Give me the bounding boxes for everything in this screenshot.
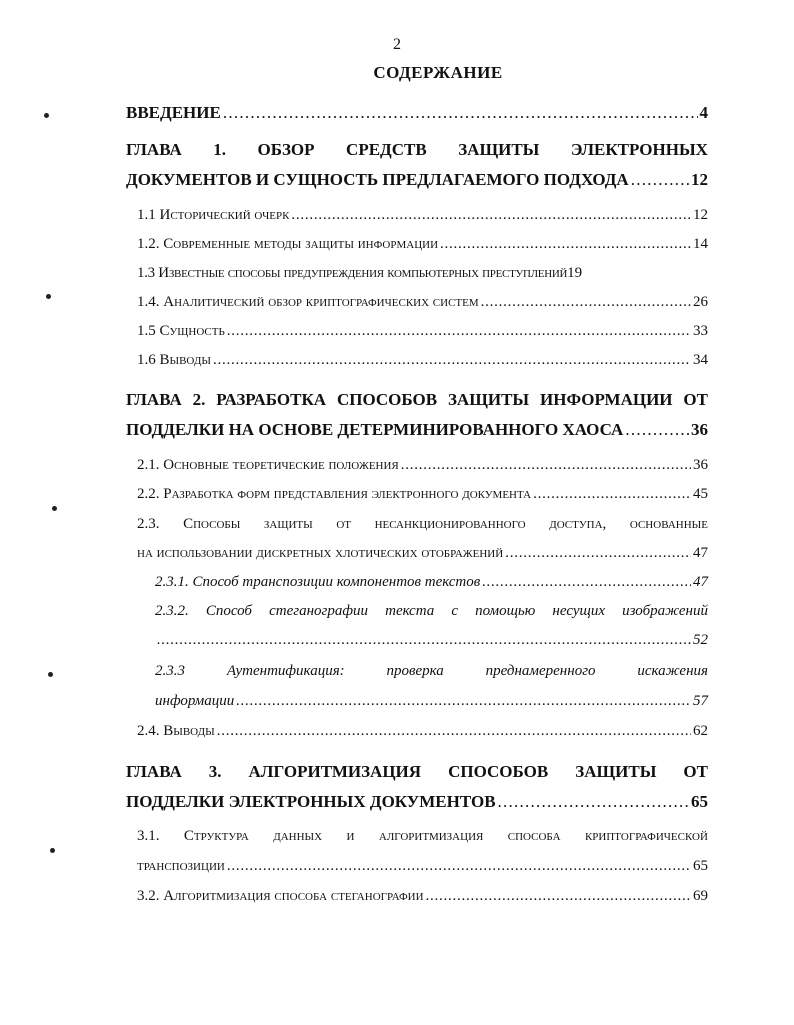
entry-label: информации [155,693,235,709]
word: 2.3.3 [155,663,185,679]
margin-mark [50,848,55,853]
toc-entry-1-6[interactable] [137,352,708,369]
entry-label: 2.4. Выводы [137,723,215,739]
entry-page: 57 [693,693,708,709]
chapter2-heading-line1[interactable] [126,390,708,410]
word: преднамеренного [485,663,596,679]
word: 1. [213,140,226,159]
toc-entry-3-1-line1[interactable] [137,828,708,845]
word: алгоритмизация [378,828,484,844]
toc-entry-2-1[interactable] [137,457,708,474]
word: ОТ [683,762,708,781]
page-number: 2 [393,36,401,53]
toc-entry-intro[interactable] [126,103,708,123]
entry-label: 3.2. Алгоритмизация способа стеганографии [137,888,424,904]
word: криптографической [584,828,708,844]
entry-page: 52 [693,632,708,648]
word: способа [507,828,561,844]
entry-page: 47 [693,545,708,561]
toc-entry-1-2[interactable] [137,236,708,253]
word: ЗАЩИТЫ [575,762,657,781]
toc-entry-3-1-line2[interactable] [137,858,708,875]
word: 2. [192,390,206,409]
word: 2.3.2. [155,603,189,619]
toc-entry-2-2[interactable] [137,486,708,503]
word: 3.1. [137,828,160,844]
word: 2.3. [137,516,160,532]
word: текста [385,603,435,619]
entry-page: 33 [693,323,708,339]
dot-leader [481,294,691,311]
word: данных [273,828,323,844]
word: Аутентификация: [226,663,345,679]
word: ГЛАВА [126,762,182,781]
entry-label: ПОДДЕЛКИ НА ОСНОВЕ ДЕТЕРМИНИРОВАННОГО ХАОСА [126,420,624,439]
dot-leader [227,323,691,340]
word: ЭЛЕКТРОННЫХ [570,140,708,159]
word: основанные [629,516,708,532]
entry-page: 69 [693,888,708,904]
word: с [451,603,458,619]
entry-label: 2.2. Разработка форм представления электронного документа [137,486,532,502]
entry-label: ДОКУМЕНТОВ И СУЩНОСТЬ ПРЕДЛАГАЕМОГО ПОДХОДА [126,170,629,189]
entry-page: 12 [691,170,708,189]
toc-entry-2-3-3-line1[interactable] [155,663,708,680]
word: Способы [183,516,241,532]
margin-mark [48,672,53,677]
word: несанкционированного [374,516,526,532]
toc-entry-2-3-2-line2[interactable] [155,632,708,649]
toc-entry-1-3[interactable] [137,265,708,282]
dot-leader [505,545,691,562]
entry-page: 65 [691,792,708,811]
word: ИНФОРМАЦИИ [540,390,673,409]
entry-page: 47 [693,574,708,590]
dot-leader [217,723,691,740]
chapter1-heading-line2[interactable] [126,170,708,190]
dot-leader [440,236,691,253]
dot-leader [236,693,691,710]
word: ЗАЩИТЫ [458,140,540,159]
dot-leader [482,574,691,591]
toc-entry-3-2[interactable] [137,888,708,905]
entry-label: 1.4. Аналитический обзор криптографических систем [137,294,479,310]
entry-page: 45 [693,486,708,502]
word: ОТ [683,390,708,409]
entry-label: ВВЕДЕНИЕ [126,103,221,122]
entry-label: ПОДДЕЛКИ ЭЛЕКТРОННЫХ ДОКУМЕНТОВ [126,792,496,811]
toc-entry-2-3-3-line2[interactable] [155,693,708,710]
entry-page: 14 [693,236,708,252]
entry-page: 12 [693,207,708,223]
toc-entry-2-4[interactable] [137,723,708,740]
word: помощью [475,603,536,619]
margin-mark [46,294,51,299]
word: стеганографии [269,603,369,619]
margin-mark [52,506,57,511]
toc-entry-2-3-2-line1[interactable] [155,603,708,620]
dot-leader [213,352,691,369]
word: СПОСОБОВ [336,390,438,409]
word: искажения [637,663,708,679]
entry-label: транспозиции [137,858,225,874]
toc-title: СОДЕРЖАНИЕ [373,63,503,82]
word: несущих [552,603,606,619]
entry-label: 1.3 Известные способы предупреждения компьютерных преступлений [137,265,568,281]
entry-label: 1.6 Выводы [137,352,211,368]
dot-leader [227,858,691,875]
toc-entry-2-3-line1[interactable] [137,516,708,533]
entry-page: 62 [693,723,708,739]
entry-page: 34 [693,352,708,368]
chapter3-heading-line2[interactable] [126,792,708,812]
entry-label: на использовании дискретных хлотических отображений [137,545,504,561]
entry-page: 65 [693,858,708,874]
word: СРЕДСТВ [346,140,427,159]
toc-entry-1-1[interactable] [137,207,708,224]
toc-entry-1-5[interactable] [137,323,708,340]
dot-leader [625,420,689,440]
word: Структура [183,828,249,844]
entry-label: 1.5 Сущность [137,323,225,339]
dot-leader [401,457,691,474]
entry-label: 2.1. Основные теоретические положения [137,457,399,473]
chapter1-heading-line1[interactable] [126,140,708,160]
word: СПОСОБОВ [448,762,549,781]
word: доступа, [549,516,607,532]
word: защиты [263,516,313,532]
dot-leader [223,103,698,123]
dot-leader [426,888,691,905]
entry-page: 19 [567,265,583,281]
word: изображений [622,603,708,619]
entry-page: 36 [693,457,708,473]
toc-entry-2-3-1[interactable] [155,574,708,591]
dot-leader [157,632,691,649]
margin-mark [44,113,49,118]
word: проверка [386,663,444,679]
entry-page: 26 [693,294,708,310]
entry-label: 1.2. Современные методы защиты информации [137,236,439,252]
word: и [346,828,355,844]
entry-label: 1.1 Исторический очерк [137,207,290,223]
word: 3. [208,762,222,781]
dot-leader [631,170,689,190]
word: ОБЗОР [257,140,315,159]
word: ГЛАВА [126,140,182,159]
toc-entry-1-4[interactable] [137,294,708,311]
chapter2-heading-line2[interactable] [126,420,708,440]
chapter3-heading-line1[interactable] [126,762,708,782]
dot-leader [498,792,689,812]
dot-leader [291,207,691,224]
word: ЗАЩИТЫ [447,390,530,409]
entry-page: 36 [691,420,708,439]
word: АЛГОРИТМИЗАЦИЯ [248,762,422,781]
entry-page: 4 [699,103,708,122]
word: Способ [205,603,252,619]
dot-leader [533,486,691,503]
entry-label: 2.3.1. Способ транспозиции компонентов текстов [155,574,481,590]
toc-entry-2-3-line2[interactable] [137,545,708,562]
word: РАЗРАБОТКА [216,390,327,409]
word: от [336,516,351,532]
word: ГЛАВА [126,390,182,409]
